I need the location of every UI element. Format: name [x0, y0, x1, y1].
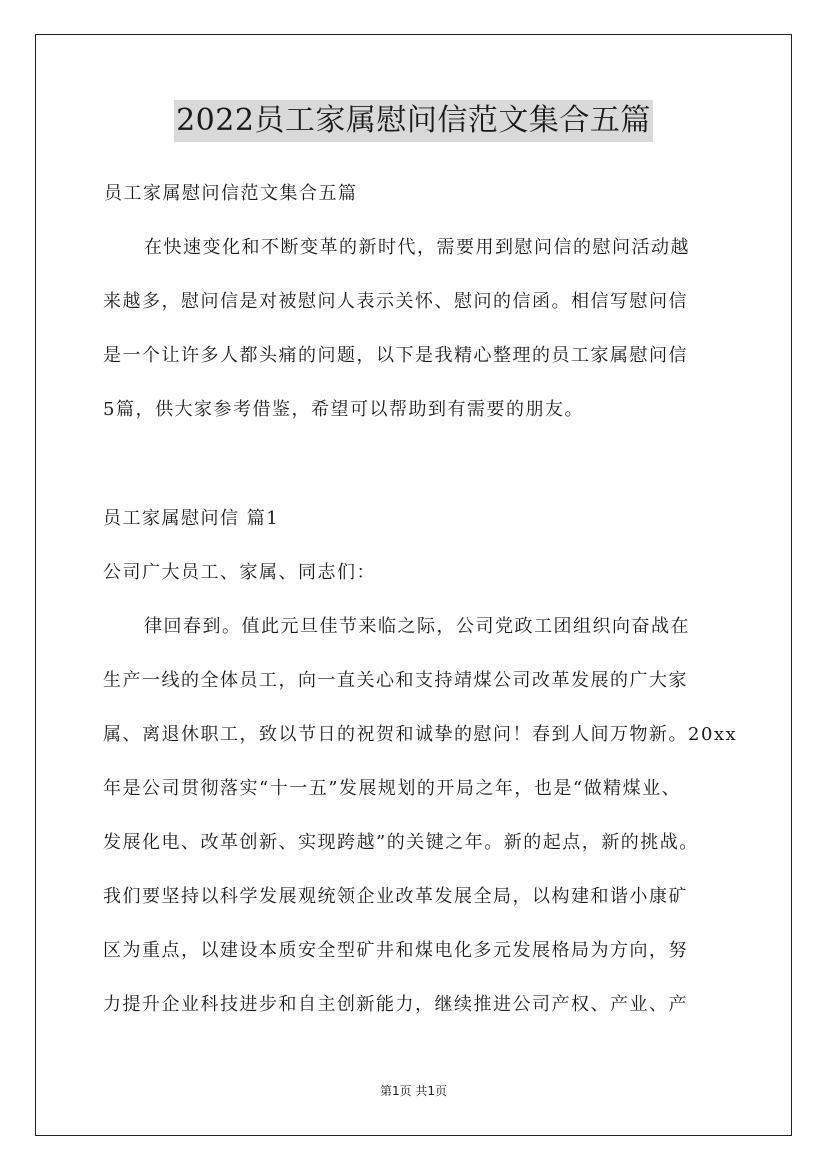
paragraph-line: 是一个让许多人都头痛的问题，以下是我精心整理的员工家属慰问信	[103, 345, 688, 366]
paragraph-line: 生产一线的全体员工，向一直关心和支持靖煤公司改革发展的广大家	[103, 670, 688, 691]
paragraph-line: 属、离退休职工，致以节日的祝贺和诚挚的慰问！春到人间万物新。20xx	[103, 724, 738, 745]
paragraph-line: 律回春到。值此元旦佳节来临之际，公司党政工团组织向奋战在	[144, 616, 690, 637]
document-title: 2022员工家属慰问信范文集合五篇	[174, 100, 653, 142]
page-footer: 第1页 共1页	[379, 1084, 448, 1098]
paragraph-line: 发展化电、改革创新、实现跨越”的关键之年。新的起点，新的挑战。	[103, 832, 699, 853]
paragraph-line: 年是公司贯彻落实“十一五”发展规划的开局之年，也是“做精煤业、	[103, 778, 682, 799]
salutation-line: 公司广大员工、家属、同志们：	[103, 562, 376, 583]
subtitle-line: 员工家属慰问信范文集合五篇	[104, 183, 358, 204]
paragraph-line: 我们要坚持以科学发展观统领企业改革发展全局，以构建和谐小康矿	[103, 886, 688, 907]
paragraph-line: 区为重点，以建设本质安全型矿井和煤电化多元发展格局为方向，努	[103, 940, 688, 961]
paragraph-line: 力提升企业科技进步和自主创新能力，继续推进公司产权、产业、产	[103, 994, 688, 1015]
paragraph-line: 来越多，慰问信是对被慰问人表示关怀、慰问的信函。相信写慰问信	[103, 291, 688, 312]
paragraph-line: 5篇，供大家参考借鉴，希望可以帮助到有需要的朋友。	[103, 399, 584, 420]
title-container	[0, 100, 827, 142]
paragraph-line: 在快速变化和不断变革的新时代，需要用到慰问信的慰问活动越	[144, 237, 690, 258]
section-heading: 员工家属慰问信 篇1	[103, 508, 280, 529]
